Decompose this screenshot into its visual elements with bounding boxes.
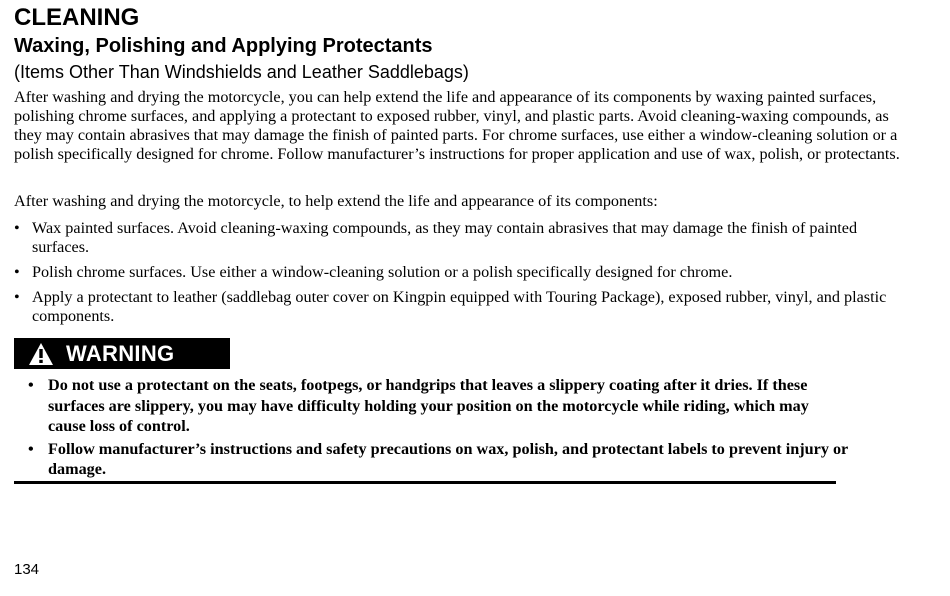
bullet-marker: • bbox=[28, 439, 34, 458]
warning-list bbox=[28, 375, 848, 482]
warning-bottom-rule bbox=[14, 481, 836, 484]
warning-item-text: Do not use a protectant on the seats, footpegs, or handgrips that leaves a slippery coating after it dries. If these surfaces are slippery, you may have difficulty holding your position on the motorcycle while riding, which may cause loss of control. bbox=[48, 376, 809, 435]
list-item bbox=[14, 263, 914, 282]
page-number: 134 bbox=[14, 561, 40, 578]
list-item bbox=[28, 439, 848, 480]
list-item-text: Wax painted surfaces. Avoid cleaning-waxing compounds, as they may contain abrasives that may damage the finish of painted surfaces. bbox=[32, 219, 858, 256]
list-item-text: Polish chrome surfaces. Use either a window-cleaning solution or a polish specifically designed for chrome. bbox=[32, 263, 733, 281]
warning-label: WARNING bbox=[66, 340, 175, 366]
list-item bbox=[28, 375, 848, 437]
subsection-note: (Items Other Than Windshields and Leather Saddlebags) bbox=[14, 62, 469, 82]
warning-banner bbox=[14, 338, 230, 369]
intro-paragraph: After washing and drying the motorcycle, you can help extend the life and appearance of its components by waxing painted surfaces, polishing chrome surfaces, and applying a protectant to exposed rubber, vinyl, and plastic parts. Avoid cleaning-waxing compounds, as they may contain abrasives that may damage the finish of painted parts. For chrome surfaces, use either a window-cleaning solution or a polish specifically designed for chrome. Follow manufacturer’s instructions for proper application and use of wax, polish, or protectants. bbox=[14, 88, 900, 163]
bullet-marker: • bbox=[28, 376, 34, 394]
warning-item-text: Follow manufacturer’s instructions and safety precautions on wax, polish, and protectant labels to prevent injury or damage. bbox=[48, 439, 848, 478]
list-item bbox=[14, 219, 914, 257]
bullet-marker: • bbox=[14, 263, 20, 281]
list-item-text: Apply a protectant to leather (saddlebag outer cover on Kingpin equipped with Touring Package), exposed rubber, vinyl, and plastic components. bbox=[32, 288, 887, 325]
warning-triangle-icon bbox=[28, 342, 54, 366]
bullet-marker: • bbox=[14, 219, 20, 237]
subsection-title: Waxing, Polishing and Applying Protectants bbox=[14, 35, 433, 57]
bullet-marker: • bbox=[14, 288, 20, 306]
list-item bbox=[14, 288, 914, 326]
section-title: CLEANING bbox=[14, 4, 140, 31]
list-intro-paragraph: After washing and drying the motorcycle, to help extend the life and appearance of its components: bbox=[14, 192, 658, 210]
care-steps-list bbox=[14, 219, 914, 332]
